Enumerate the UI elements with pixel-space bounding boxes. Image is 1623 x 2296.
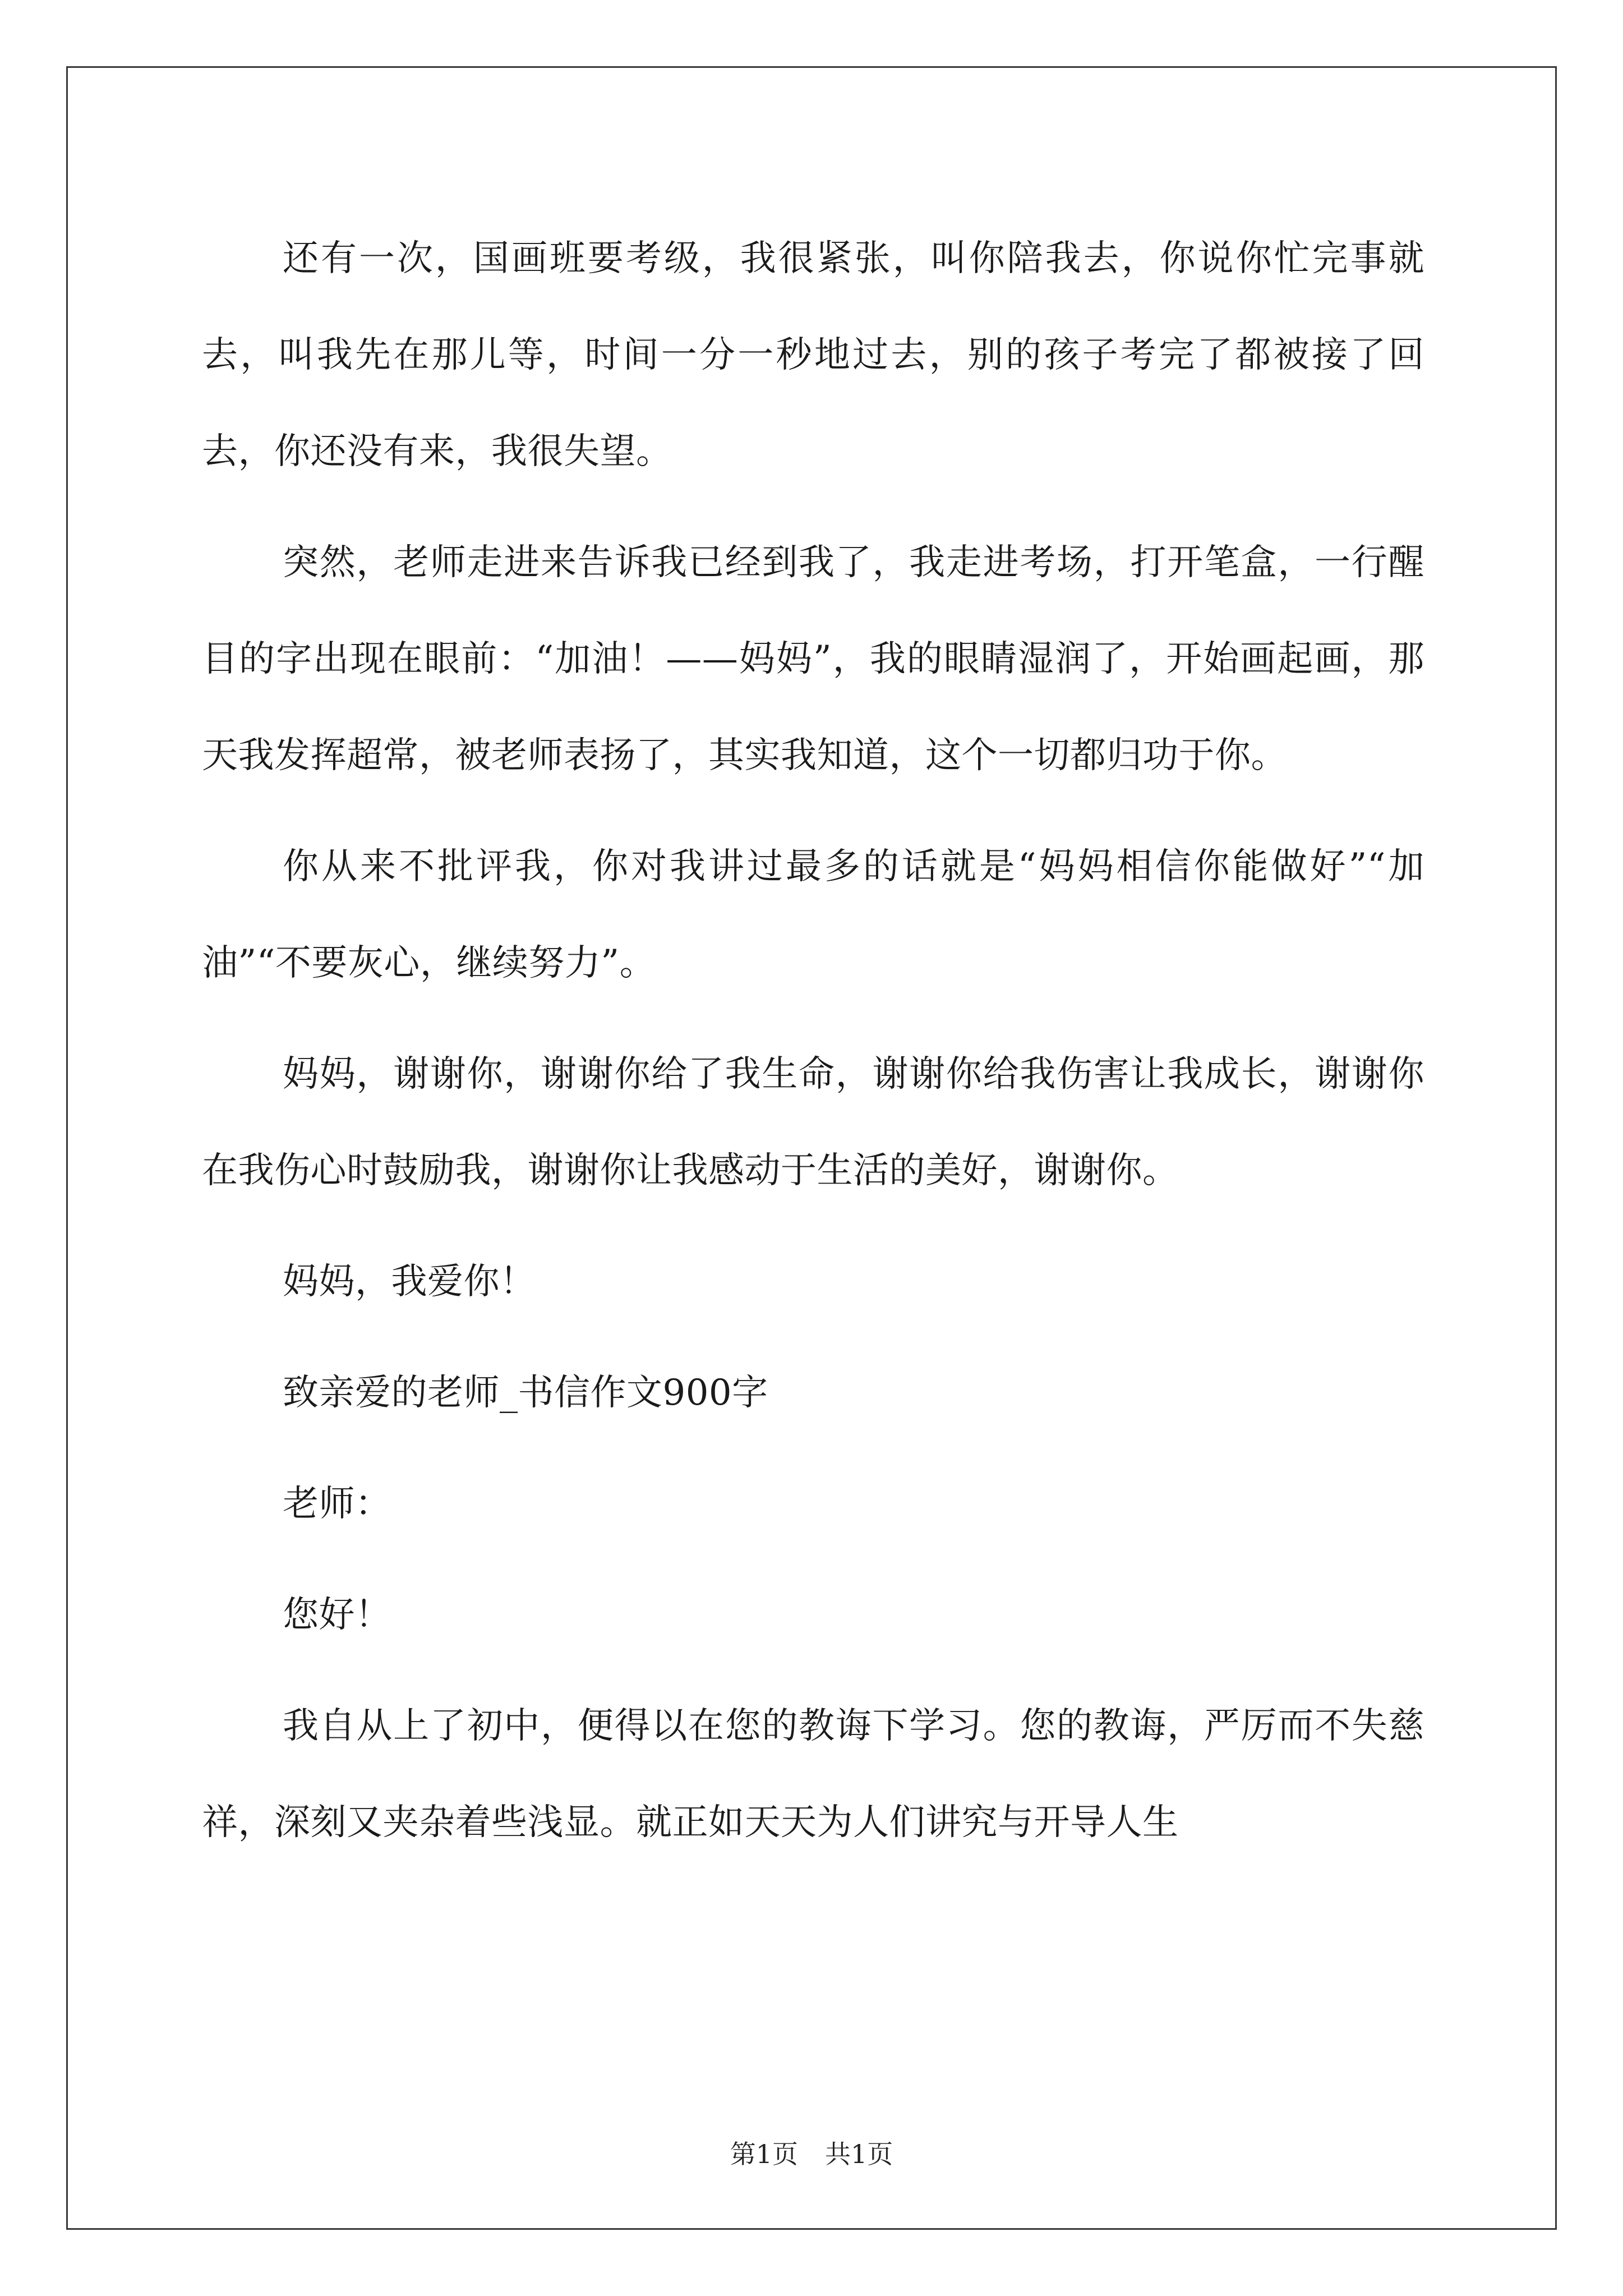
paragraph: 妈妈，谢谢你，谢谢你给了我生命，谢谢你给我伤害让我成长，谢谢你在我伤心时鼓励我，谢谢你让我感动于生活的美好，谢谢你。 bbox=[202, 1053, 1424, 1191]
letter-salutation: 老师： bbox=[283, 1483, 391, 1525]
paragraph: 我自从上了初中，便得以在您的教诲下学习。您的教诲，严厉而不失慈祥，深刻又夹杂着些浅显。就正如天天为人们讲究与开导人生 bbox=[202, 1705, 1424, 1843]
letter-greeting: 您好！ bbox=[283, 1594, 391, 1636]
page-footer bbox=[0, 2137, 1623, 2171]
page-number-total: 共1页 bbox=[825, 2139, 893, 2169]
document-body bbox=[202, 210, 1424, 1871]
paragraph: 妈妈，我爱你！ bbox=[283, 1261, 536, 1303]
page-number-current: 第1页 bbox=[730, 2139, 798, 2169]
letter-title: 致亲爱的老师_书信作文900字 bbox=[283, 1372, 768, 1414]
paragraph: 还有一次，国画班要考级，我很紧张，叫你陪我去，你说你忙完事就去，叫我先在那儿等，时间一分一秒地过去，别的孩子考完了都被接了回去，你还没有来，我很失望。 bbox=[202, 238, 1424, 472]
paragraph: 突然，老师走进来告诉我已经到我了，我走进考场，打开笔盒，一行醒目的字出现在眼前：“加油！——妈妈”，我的眼睛湿润了，开始画起画，那天我发挥超常，被老师表扬了，其实我知道，这个一切都归功于你。 bbox=[202, 542, 1424, 776]
paragraph: 你从来不批评我，你对我讲过最多的话就是“妈妈相信你能做好”“加油”“不要灰心，继续努力”。 bbox=[202, 846, 1424, 984]
